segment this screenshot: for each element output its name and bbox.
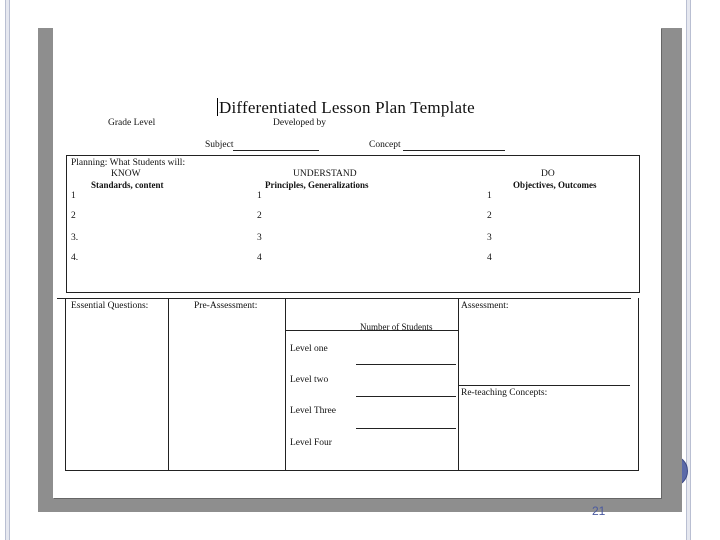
level-one-blank: [356, 364, 456, 365]
lower-left-border: [65, 298, 66, 470]
understand-number-3: 3: [257, 233, 262, 243]
concept-blank: [403, 150, 505, 151]
template-title: Differentiated Lesson Plan Template: [219, 98, 475, 117]
lower-bottom-rule: [65, 470, 639, 471]
lower-right-border: [638, 298, 639, 470]
know-number-2: 2: [71, 211, 76, 221]
do-number-2: 2: [487, 211, 492, 221]
pre-assessment-label: Pre-Assessment:: [194, 301, 258, 311]
slide-page-number: 21: [592, 504, 606, 518]
left-decorative-rail: [5, 0, 10, 540]
level-three-label: Level Three: [290, 406, 336, 416]
essential-questions-label: Essential Questions:: [71, 301, 149, 311]
assessment-label: Assessment:: [461, 301, 509, 311]
preassessment-divider: [285, 298, 286, 470]
planning-header: Planning: What Students will:: [71, 158, 186, 168]
text-cursor: [217, 98, 218, 116]
reteaching-rule: [458, 385, 630, 386]
do-number-4: 4: [487, 253, 492, 263]
concept-label: Concept: [369, 140, 401, 150]
assessment-divider: [458, 298, 459, 470]
developed-by-label: Developed by: [273, 118, 327, 128]
know-heading: KNOW: [111, 169, 141, 179]
level-three-blank: [356, 428, 456, 429]
understand-subheading: Principles, Generalizations: [265, 180, 369, 190]
number-of-students-label: Number of Students: [360, 322, 433, 332]
do-number-1: 1: [487, 191, 492, 201]
do-number-3: 3: [487, 233, 492, 243]
grade-level-label: Grade Level: [108, 118, 156, 128]
understand-number-4: 4: [257, 253, 262, 263]
understand-number-2: 2: [257, 211, 262, 221]
essential-divider: [168, 298, 169, 470]
level-two-label: Level two: [290, 375, 329, 385]
do-subheading: Objectives, Outcomes: [513, 180, 597, 190]
right-decorative-rail: [686, 0, 691, 540]
reteaching-label: Re-teaching Concepts:: [461, 388, 548, 398]
understand-heading: UNDERSTAND: [293, 169, 357, 179]
subject-label: Subject: [205, 140, 234, 150]
subject-blank: [233, 150, 319, 151]
level-two-blank: [356, 396, 456, 397]
know-subheading: Standards, content: [91, 180, 164, 190]
know-number-4: 4.: [71, 253, 79, 263]
understand-number-1: 1: [257, 191, 262, 201]
level-four-label: Level Four: [290, 438, 332, 448]
template-page: [53, 28, 661, 498]
level-one-label: Level one: [290, 344, 328, 354]
lower-top-rule: [57, 298, 631, 299]
know-number-3: 3.: [71, 233, 79, 243]
know-number-1: 1: [71, 191, 76, 201]
do-heading: DO: [541, 169, 555, 179]
